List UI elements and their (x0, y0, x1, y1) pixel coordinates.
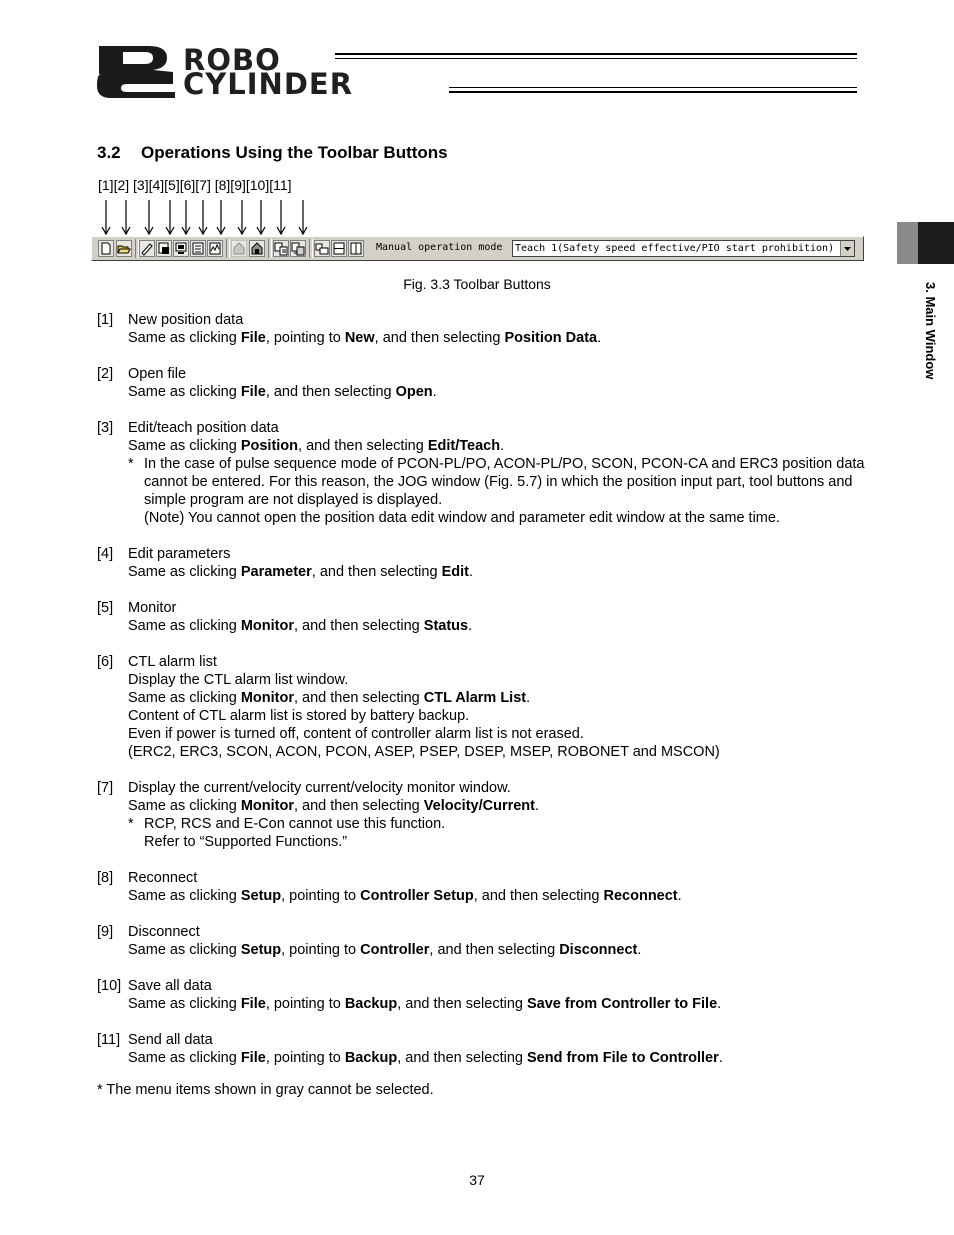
item-title: Reconnect (128, 870, 198, 886)
item-line: Even if power is turned off, content of controller alarm list is not erased. (128, 726, 584, 742)
list-item (97, 869, 877, 905)
toolbar-button-descriptions (97, 311, 877, 1085)
section-heading: Operations Using the Toolbar Buttons (141, 143, 448, 162)
header-rule-top-1 (335, 53, 857, 55)
parameter-icon (157, 241, 171, 256)
item-title: Display the current/velocity current/velocity monitor window. (128, 780, 511, 796)
item-description: Same as clicking Monitor, and then selecting Status. (128, 618, 473, 634)
item-title: Open file (128, 366, 187, 382)
brand-cylinder: CYLINDER (183, 67, 354, 101)
item-index: [4] (97, 546, 114, 562)
reconnect-house-icon (232, 241, 246, 256)
item-title: Send all data (128, 1032, 213, 1048)
figure-caption: Fig. 3.3 Toolbar Buttons (403, 276, 551, 292)
item-description: Same as clicking File, pointing to Backup, and then selecting Save from Controller to File. (128, 996, 722, 1012)
window-tile-icon (315, 241, 329, 256)
side-tab-label: 3. Main Window (923, 282, 938, 380)
header-rule-bottom-2 (449, 91, 857, 93)
window-vertical-button[interactable] (348, 240, 364, 257)
section-title (97, 143, 448, 163)
item-index: [10] (97, 978, 122, 994)
open-folder-icon (117, 241, 131, 256)
item-note: * In the case of pulse sequence mode of PCON-PL/PO, ACON-PL/PO, SCON, PCON-CA and ERC3 position data cannot be entered. For this reason, the JOG window (Fig. 5.7) in which the position input part, tool buttons and simple program are not displayed is displayed. (Note) You cannot open the position data edit window and parameter edit window at the same time. (128, 456, 865, 526)
item-description: Same as clicking Monitor, and then selecting CTL Alarm List. (128, 690, 531, 706)
item-title: Save all data (128, 978, 212, 994)
item-index: [2] (97, 366, 114, 382)
list-item (97, 1031, 877, 1067)
rc-logo-icon (97, 44, 177, 100)
item-title: New position data (128, 312, 244, 328)
list-item (97, 923, 877, 959)
header-rule-top-2 (335, 58, 857, 59)
list-item (97, 545, 877, 581)
item-description: Same as clicking Monitor, and then selecting Velocity/Current. (128, 798, 540, 814)
monitor-button[interactable] (173, 240, 189, 257)
list-item (97, 653, 877, 761)
toolbar (91, 236, 864, 261)
toolbar-separator (309, 239, 313, 258)
item-title: Disconnect (128, 924, 200, 940)
toolbar-separator (268, 239, 272, 258)
item-description: Same as clicking File, pointing to New, and then selecting Position Data. (128, 330, 602, 346)
item-description: Same as clicking File, and then selecting Open. (128, 384, 437, 400)
vertical-split-icon (349, 241, 363, 256)
window-tile-button[interactable] (314, 240, 330, 257)
operation-mode-select[interactable] (512, 240, 855, 257)
save-all-data-button[interactable] (273, 240, 289, 257)
edit-parameters-button[interactable] (156, 240, 172, 257)
disconnect-icon (250, 241, 264, 256)
item-note: * RCP, RCS and E-Con cannot use this function. Refer to “Supported Functions.” (128, 816, 446, 850)
ctl-alarm-list-button[interactable] (190, 240, 206, 257)
page-number: 37 (469, 1172, 485, 1188)
edit-teach-position-button[interactable] (139, 240, 155, 257)
item-index: [11] (97, 1032, 121, 1048)
item-index: [8] (97, 870, 114, 886)
item-index: [6] (97, 654, 114, 670)
list-item (97, 365, 877, 401)
item-description: Same as clicking Setup, pointing to Controller Setup, and then selecting Reconnect. (128, 888, 682, 904)
item-description: Same as clicking Position, and then selecting Edit/Teach. (128, 438, 505, 454)
operation-mode-value: Teach 1(Safety speed effective/PIO start prohibition) (515, 243, 835, 254)
item-line: (ERC2, ERC3, SCON, ACON, PCON, ASEP, PSEP, DSEP, MSEP, ROBONET and MSCON) (128, 744, 720, 760)
item-index: [1] (97, 312, 114, 328)
open-file-button[interactable] (116, 240, 132, 257)
list-item (97, 311, 877, 347)
brand-robo: ROBO (183, 43, 281, 77)
window-horizontal-button[interactable] (331, 240, 347, 257)
monitor-icon (174, 241, 188, 256)
disconnect-button[interactable] (249, 240, 265, 257)
item-line: Display the CTL alarm list window. (128, 672, 349, 688)
send-all-icon (291, 241, 305, 256)
list-item (97, 977, 877, 1013)
toolbar-index-labels: [1][2] [3][4][5][6][7] [8][9][10][11] (98, 177, 292, 193)
item-title: Edit/teach position data (128, 420, 279, 436)
chevron-down-icon[interactable] (840, 241, 854, 256)
item-index: [5] (97, 600, 114, 616)
item-index: [9] (97, 924, 114, 940)
new-document-icon (99, 241, 113, 256)
new-position-data-button[interactable] (98, 240, 114, 257)
velocity-current-monitor-button[interactable] (207, 240, 223, 257)
side-tab-marker-gray (897, 222, 918, 264)
save-all-icon (274, 241, 288, 256)
footnote: * The menu items shown in gray cannot be selected. (97, 1082, 434, 1098)
list-item (97, 419, 877, 527)
item-index: [7] (97, 780, 114, 796)
item-description: Same as clicking File, pointing to Backup, and then selecting Send from File to Controller. (128, 1050, 723, 1066)
waveform-icon (208, 241, 222, 256)
toolbar-separator (226, 239, 230, 258)
pencil-icon (140, 241, 154, 256)
toolbar-arrows (90, 197, 320, 237)
item-description: Same as clicking Setup, pointing to Controller, and then selecting Disconnect. (128, 942, 642, 958)
send-all-data-button[interactable] (290, 240, 306, 257)
horizontal-split-icon (332, 241, 346, 256)
operation-mode-label: Manual operation mode (376, 242, 503, 253)
item-description: Same as clicking Parameter, and then selecting Edit. (128, 564, 473, 580)
item-title: Monitor (128, 600, 177, 616)
item-line: Content of CTL alarm list is stored by battery backup. (128, 708, 470, 724)
item-title: Edit parameters (128, 546, 231, 562)
section-number: 3.2 (97, 143, 121, 162)
alarm-list-icon (191, 241, 205, 256)
header-rule-bottom-1 (449, 87, 857, 88)
list-item (97, 599, 877, 635)
item-title: CTL alarm list (128, 654, 217, 670)
side-tab-marker-dark (918, 222, 954, 264)
list-item (97, 779, 877, 851)
reconnect-button[interactable] (231, 240, 247, 257)
item-index: [3] (97, 420, 114, 436)
